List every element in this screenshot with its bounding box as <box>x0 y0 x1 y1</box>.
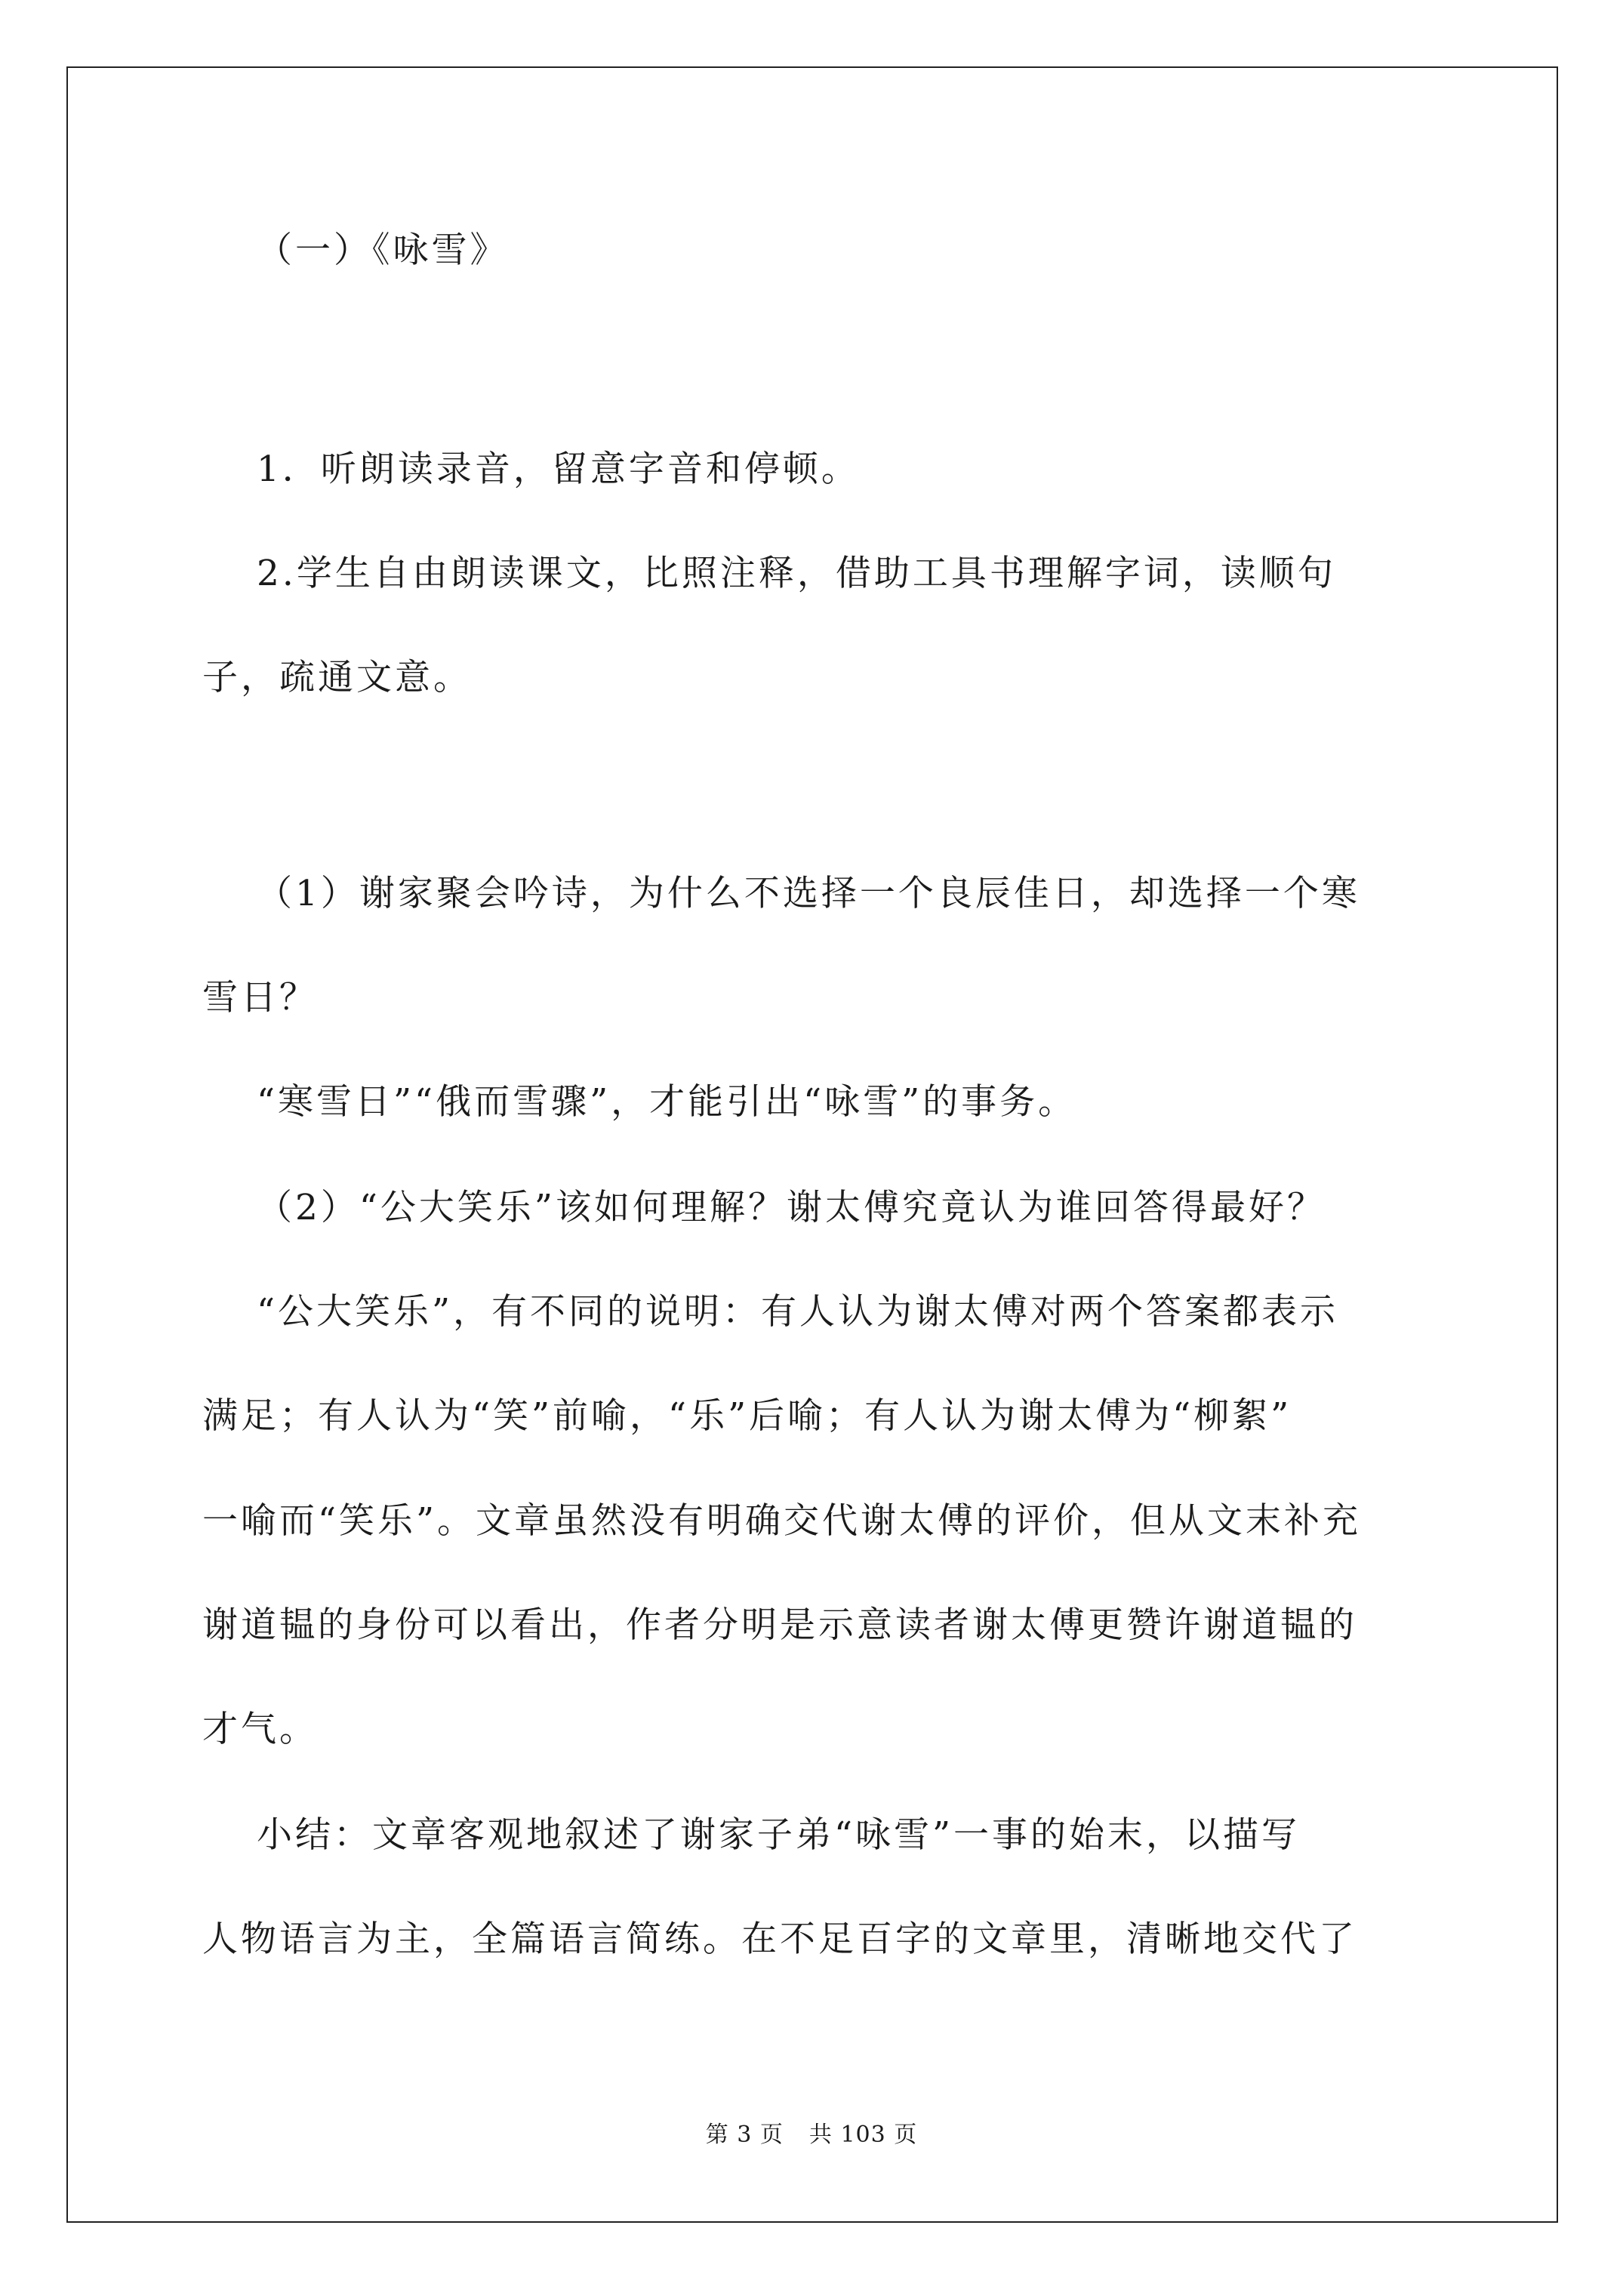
paragraph-line: 1．听朗读录音，留意字音和停顿。 <box>257 448 860 490</box>
page-number: 第 3 页 <box>705 2122 784 2148</box>
paragraph-line: （1）谢家聚会吟诗，为什么不选择一个良辰佳日，却选择一个寒 <box>257 873 1360 914</box>
paragraph-line: 子，疏通文意。 <box>202 657 472 698</box>
paragraph-line: 满足；有人认为“笑”前喻，“乐”后喻；有人认为谢太傅为“柳絮” <box>202 1395 1292 1437</box>
paragraph-line: 才气。 <box>202 1709 318 1750</box>
paragraph-line: 谢道韫的身份可以看出，作者分明是示意读者谢太傅更赞许谢道韫的 <box>202 1604 1357 1646</box>
page-footer <box>0 2120 1623 2150</box>
paragraph-line: “公大笑乐”，有不同的说明：有人认为谢太傅对两个答案都表示 <box>257 1291 1339 1333</box>
paragraph-line: （2）“公大笑乐”该如何理解？谢太傅究竟认为谁回答得最好？ <box>257 1187 1326 1228</box>
paragraph-line: 2.学生自由朗读课文，比照注释，借助工具书理解字词，读顺句 <box>257 553 1336 594</box>
paragraph-line: 雪日？ <box>202 977 318 1019</box>
paragraph-line: 人物语言为主，全篇语言简练。在不足百字的文章里，清晰地交代了 <box>202 1918 1357 1960</box>
page-total: 共 103 页 <box>808 2122 918 2148</box>
paragraph-line: “寒雪日”“俄而雪骤”，才能引出“咏雪”的事务。 <box>257 1081 1077 1123</box>
page-border <box>66 66 1558 2223</box>
section-title: （一）《咏雪》 <box>257 230 509 271</box>
paragraph-line: 小结：文章客观地叙述了谢家子弟“咏雪”一事的始末，以描写 <box>257 1814 1301 1856</box>
paragraph-line: 一喻而“笑乐”。文章虽然没有明确交代谢太傅的评价，但从文末补充 <box>202 1500 1362 1542</box>
